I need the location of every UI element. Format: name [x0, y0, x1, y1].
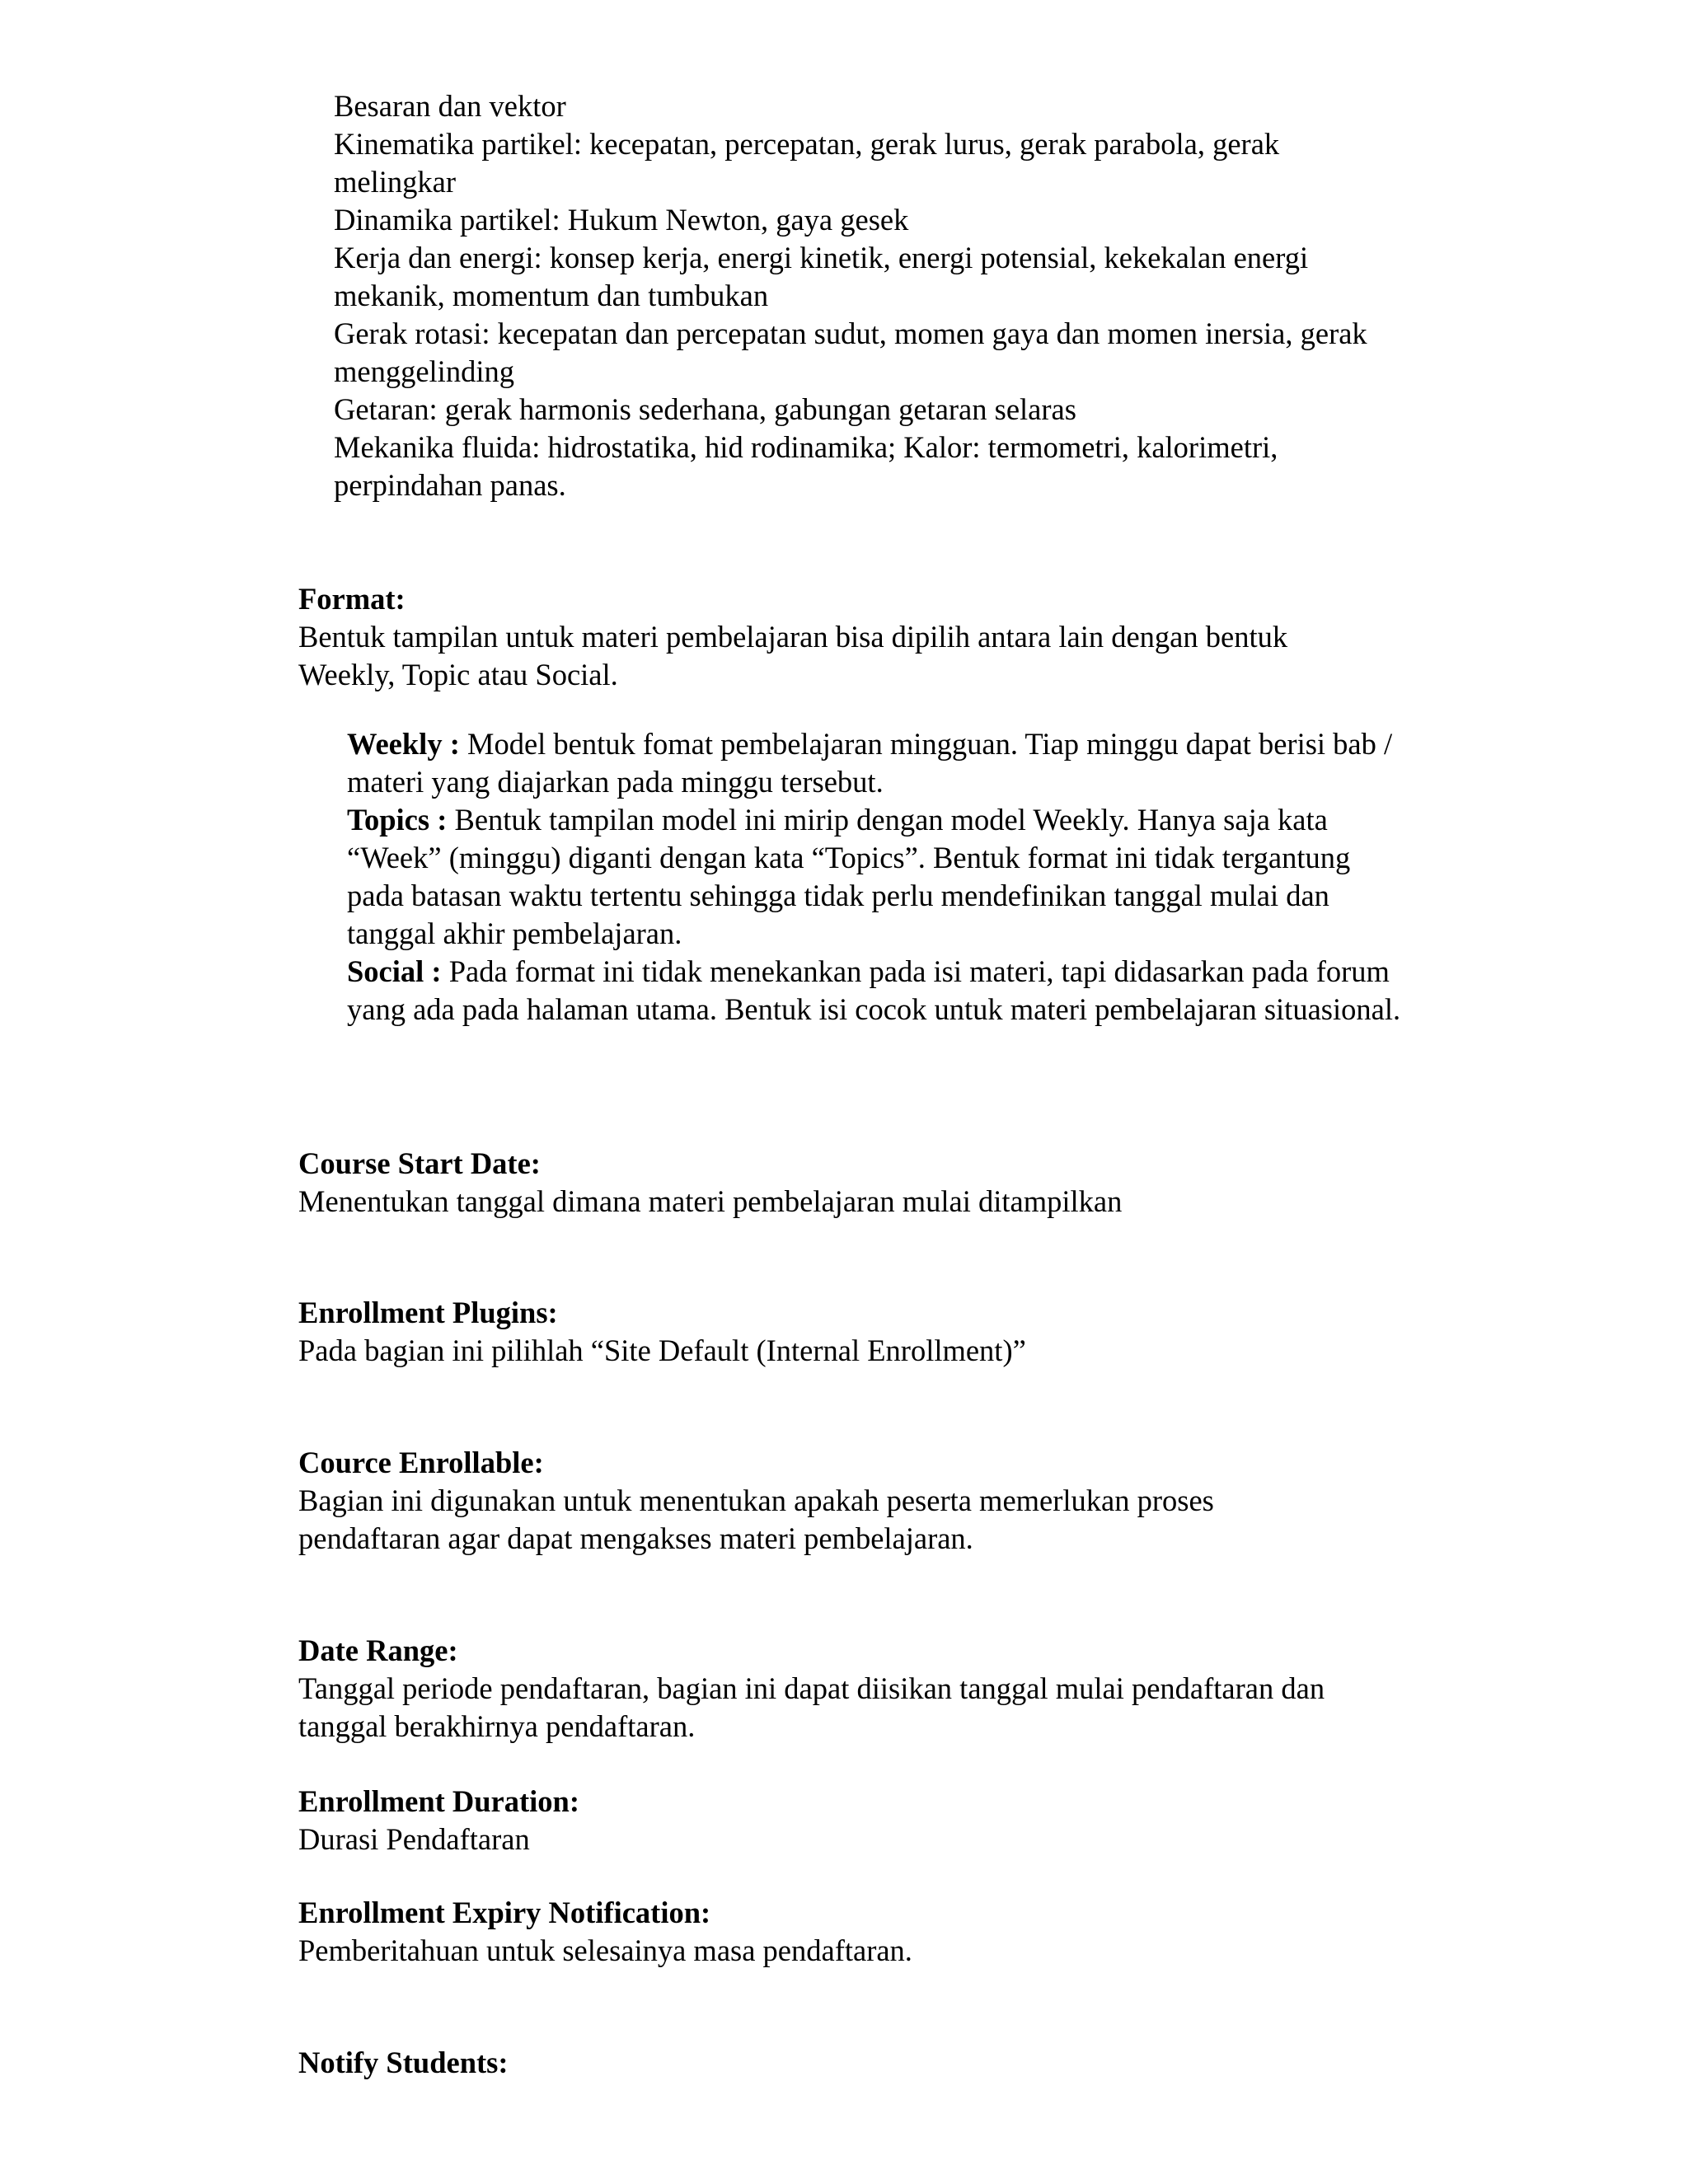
- date-range-section: [298, 1632, 1395, 1746]
- format-option-social: [347, 953, 1443, 1029]
- course-start-section: [298, 1145, 1452, 1221]
- notify-students-heading: Notify Students:: [298, 2046, 509, 2079]
- topic-item: Besaran dan vektor: [334, 89, 566, 123]
- expiry-notification-section: [298, 1894, 1452, 1970]
- topic-item: Kerja dan energi: konsep kerja, energi kinetik, energi potensial, kekekalan energi mekanik, momentum dan tumbukan: [334, 241, 1309, 312]
- format-option-topics: [347, 801, 1410, 953]
- date-range-heading: Date Range:: [298, 1633, 458, 1667]
- option-desc: Bentuk tampilan model ini mirip dengan model Weekly. Hanya saja kata “Week” (minggu) diganti dengan kata “Topics”. Bentuk format ini tidak tergantung pada batasan waktu tertentu sehingga tidak perlu mendefinikan tanggal mulai dan tanggal akhir pembelajaran.: [347, 803, 1351, 950]
- expiry-notification-text: Pemberitahuan untuk selesainya masa pendaftaran.: [298, 1933, 912, 1967]
- format-option-weekly: [347, 725, 1410, 801]
- format-heading: Format:: [298, 582, 406, 616]
- option-term: Social :: [347, 954, 442, 988]
- expiry-notification-heading: Enrollment Expiry Notification:: [298, 1896, 711, 1929]
- topic-list: [334, 87, 1430, 504]
- course-start-text: Menentukan tanggal dimana materi pembelajaran mulai ditampilkan: [298, 1184, 1123, 1218]
- enrollment-plugins-section: [298, 1294, 1452, 1370]
- enrollment-duration-section: [298, 1783, 1452, 1858]
- topic-item: Getaran: gerak harmonis sederhana, gabungan getaran selaras: [334, 392, 1076, 426]
- option-term: Topics :: [347, 803, 448, 837]
- option-desc: Pada format ini tidak menekankan pada isi materi, tapi didasarkan pada forum yang ada pada halaman utama. Bentuk isi cocok untuk materi pembelajaran situasional.: [347, 954, 1401, 1026]
- enrollment-duration-heading: Enrollment Duration:: [298, 1784, 580, 1818]
- enrollment-duration-text: Durasi Pendaftaran: [298, 1822, 530, 1856]
- format-section: [298, 580, 1312, 694]
- option-desc: Model bentuk fomat pembelajaran mingguan. Tiap minggu dapat berisi bab / materi yang diajarkan pada minggu tersebut.: [347, 727, 1393, 799]
- enrollment-plugins-text: Pada bagian ini pilihlah “Site Default (Internal Enrollment)”: [298, 1333, 1026, 1367]
- cource-enrollable-text: Bagian ini digunakan untuk menentukan apakah peserta memerlukan proses pendaftaran agar dapat mengakses materi pembelajaran.: [298, 1483, 1214, 1555]
- course-start-heading: Course Start Date:: [298, 1146, 541, 1180]
- format-options: [347, 725, 1443, 1029]
- topic-item: Gerak rotasi: kecepatan dan percepatan sudut, momen gaya dan momen inersia, gerak menggelinding: [334, 316, 1367, 388]
- format-text: Bentuk tampilan untuk materi pembelajaran bisa dipilih antara lain dengan bentuk Weekly, Topic atau Social.: [298, 620, 1288, 691]
- notify-students-section: [298, 2044, 1452, 2082]
- cource-enrollable-heading: Cource Enrollable:: [298, 1446, 544, 1479]
- topic-item: Kinematika partikel: kecepatan, percepatan, gerak lurus, gerak parabola, gerak melingkar: [334, 127, 1280, 199]
- topic-item: Mekanika fluida: hidrostatika, hid rodinamika; Kalor: termometri, kalorimetri, perpindahan panas.: [334, 430, 1278, 502]
- date-range-text: Tanggal periode pendaftaran, bagian ini dapat diisikan tanggal mulai pendaftaran dan tanggal berakhirnya pendaftaran.: [298, 1671, 1325, 1743]
- topic-item: Dinamika partikel: Hukum Newton, gaya gesek: [334, 203, 909, 237]
- option-term: Weekly :: [347, 727, 460, 761]
- enrollment-plugins-heading: Enrollment Plugins:: [298, 1296, 558, 1329]
- cource-enrollable-section: [298, 1444, 1329, 1558]
